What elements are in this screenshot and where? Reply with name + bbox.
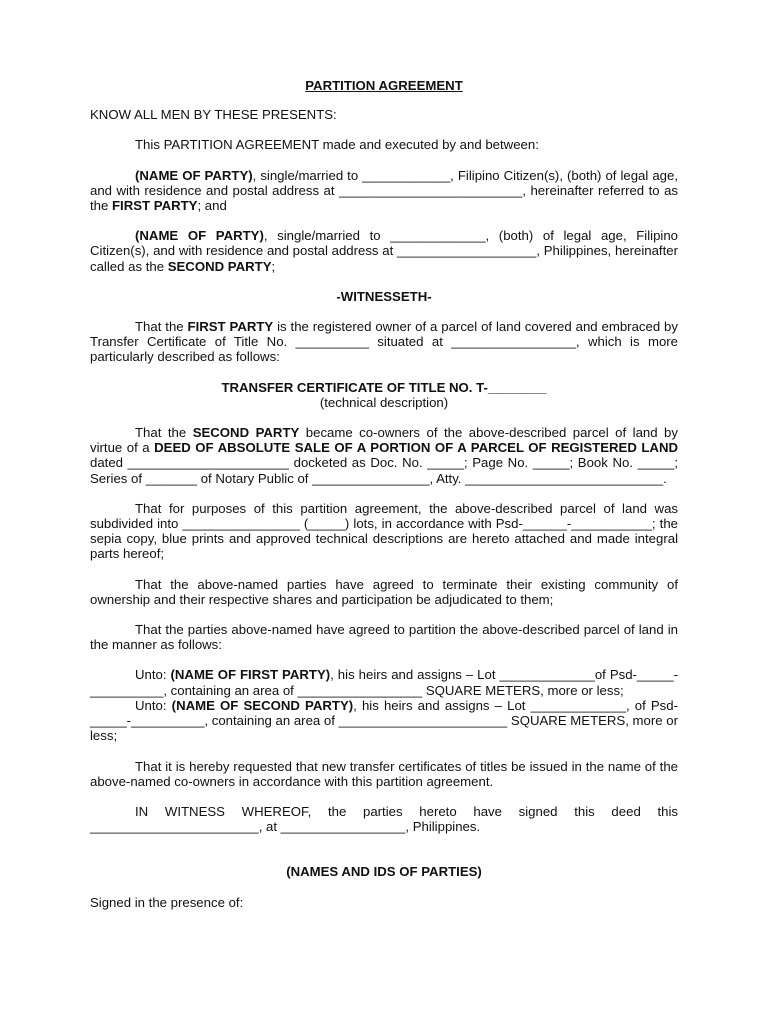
unto-second-text-2: , his heirs and assigns – Lot _____________, of Psd-_____-__________, containing an area of _______________________ SQUARE METERS, more or less;	[90, 697, 679, 744]
second-party-paragraph	[90, 228, 678, 274]
know-all-line: KNOW ALL MEN BY THESE PRESENTS:	[90, 107, 337, 123]
request-paragraph: That it is hereby requested that new transfer certificates of titles be issued in the name of the above-named co-owners in accordance with this partition agreement.	[90, 758, 678, 789]
unto-first-text-1: Unto:	[135, 667, 171, 683]
sale-bold-2: DEED OF ABSOLUTE SALE OF A PORTION OF A PARCEL OF REGISTERED LAND	[154, 440, 678, 456]
names-ids-heading	[90, 864, 678, 879]
owner-bold-1: FIRST PARTY	[187, 319, 274, 335]
sale-text-2: became co-owners of the above-described parcel of land by virtue of a	[90, 425, 678, 456]
owner-text-2: is the registered owner of a parcel of land covered and embraced by Transfer Certificate of Title No. __________ situated at _________________, which is more particularly described as follows:	[90, 319, 678, 365]
signed-presence-line: Signed in the presence of:	[90, 894, 244, 910]
sale-paragraph	[90, 425, 678, 486]
names-ids-text: (NAMES AND IDS OF PARTIES)	[286, 864, 482, 880]
unto-first-paragraph	[90, 667, 678, 697]
unto-first-text-2: , his heirs and assigns – Lot _____________of Psd-_____-__________, containing an area of _________________ SQUARE METERS, more or less;	[90, 667, 678, 698]
witnesseth-heading	[90, 289, 678, 304]
second-party-text-after: ;	[271, 258, 276, 274]
first-party-paragraph	[90, 168, 678, 214]
owner-text-1: That the	[135, 319, 188, 335]
subdivided-paragraph: That for purposes of this partition agreement, the above-described parcel of land was subdivided into ________________ (_____) lots, in accordance with Psd-______-___________; the sepia copy, blue prints and approved technical descriptions are hereto attached and made integral parts hereof;	[90, 500, 678, 562]
intro-paragraph: This PARTITION AGREEMENT made and executed by and between:	[135, 137, 539, 153]
second-party-role: SECOND PARTY	[167, 258, 272, 274]
terminate-paragraph: That the above-named parties have agreed to terminate their existing community of ownership and their respective shares and participation be adjudicated to them;	[90, 576, 678, 607]
owner-paragraph	[90, 319, 678, 365]
first-party-name-label: (NAME OF PARTY)	[135, 167, 253, 183]
sale-text-1: That the	[135, 425, 193, 441]
witness-paragraph: IN WITNESS WHEREOF, the parties hereto have signed this deed this _______________________, at _________________, Philippines.	[90, 803, 678, 835]
second-party-text-before: , single/married to _____________, (both) of legal age, Filipino Citizen(s), and with residence and postal address at ___________________, Philippines, hereinafter called as the	[90, 228, 679, 274]
unto-second-paragraph	[90, 698, 678, 744]
second-party-name-label: (NAME OF PARTY)	[135, 228, 264, 244]
tct-heading	[90, 380, 678, 395]
tct-subheading: (technical description)	[319, 394, 449, 410]
title-text: PARTITION AGREEMENT	[305, 78, 463, 93]
first-party-text-before: , single/married to ____________, Filipino Citizen(s), (both) of legal age, and with residence and postal address at _________________________, hereinafter referred to as the	[90, 167, 678, 214]
unto-first-bold: (NAME OF FIRST PARTY)	[170, 667, 331, 683]
tct-heading-text: TRANSFER CERTIFICATE OF TITLE NO. T-________	[221, 379, 547, 395]
unto-second-bold: (NAME OF SECOND PARTY)	[171, 697, 354, 713]
sale-bold-1: SECOND PARTY	[192, 425, 300, 441]
witnesseth-text: -WITNESSETH-	[336, 288, 432, 304]
sale-text-3: dated ______________________ docketed as Doc. No. _____; Page No. _____; Book No. _____; Series of _______ of Notary Public of ________________, Atty. ___________________________.	[90, 455, 678, 486]
first-party-role: FIRST PARTY	[112, 198, 198, 214]
document-title	[90, 78, 678, 93]
unto-second-text-1: Unto:	[135, 697, 172, 713]
first-party-text-after: ; and	[197, 198, 227, 214]
partition-paragraph: That the parties above-named have agreed to partition the above-described parcel of land in the manner as follows:	[90, 622, 678, 653]
